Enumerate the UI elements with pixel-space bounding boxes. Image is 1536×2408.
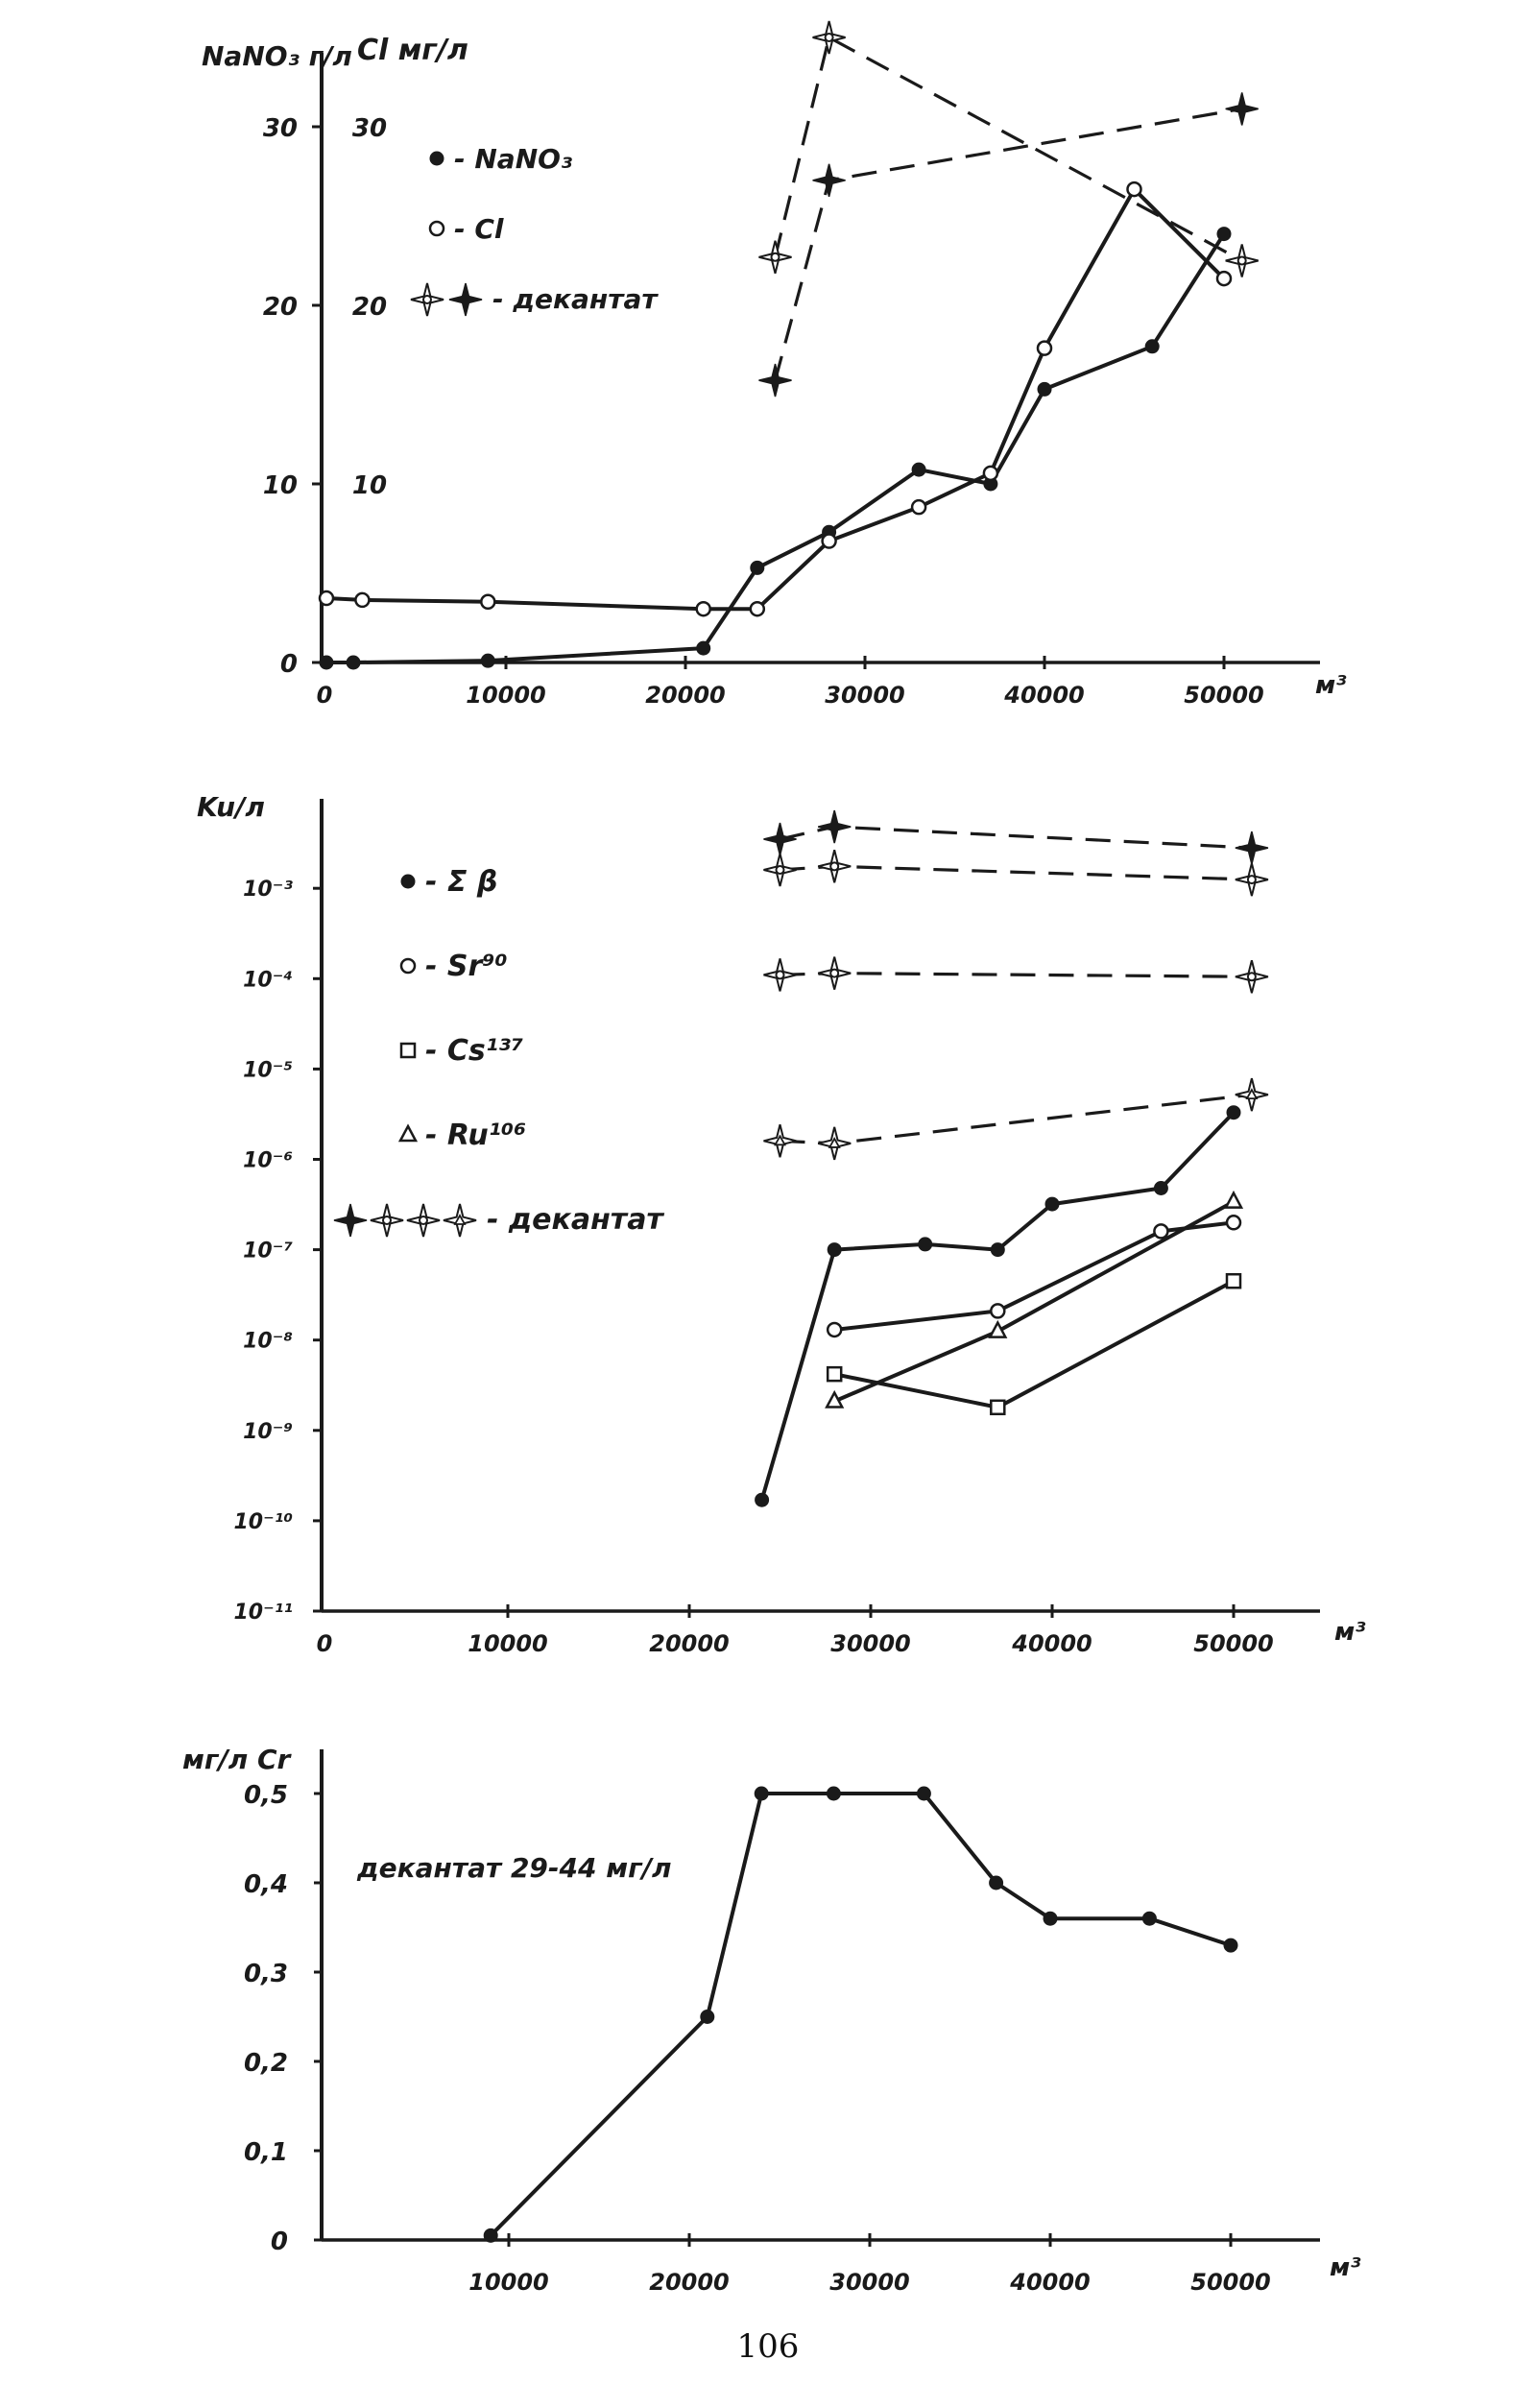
legend-label: - декантат (492, 283, 658, 315)
legend-marker (430, 152, 444, 166)
legend-marker (449, 283, 482, 316)
data-point (1217, 272, 1231, 285)
data-point (813, 164, 846, 197)
y-tick-label: 10 (262, 471, 298, 500)
star-center (777, 971, 784, 978)
x-axis-label: м³ (1315, 671, 1347, 700)
y-tick-label: 10⁻⁶ (243, 1148, 293, 1173)
series-line (780, 866, 1252, 879)
star-center (1248, 876, 1256, 883)
legend-marker (407, 1204, 440, 1237)
data-point (481, 654, 495, 668)
y-tick-label: 30 (262, 114, 298, 143)
y-tick-label: 10⁻⁹ (243, 1419, 293, 1444)
y-tick-label: 0 (270, 2227, 288, 2256)
legend-marker (371, 1204, 403, 1237)
series-line (780, 827, 1252, 848)
star-center (830, 970, 838, 977)
data-point (1227, 1274, 1240, 1288)
data-point (991, 1401, 1004, 1414)
data-point (759, 241, 792, 274)
y-tick-label: 10⁻¹⁰ (233, 1509, 293, 1534)
data-point (828, 1323, 841, 1336)
data-point (320, 656, 334, 670)
legend-marker (401, 959, 415, 973)
data-point (697, 602, 710, 615)
x-axis-label: м³ (1330, 2253, 1361, 2282)
star-center (777, 866, 784, 874)
data-point (750, 561, 764, 575)
chart-nitrate-chloride (202, 21, 1347, 709)
data-point (818, 957, 851, 990)
x-tick-label: 10000 (468, 2269, 549, 2296)
data-point (818, 810, 851, 843)
data-point (917, 1787, 931, 1801)
star-center (420, 1216, 427, 1224)
series-1-6 (764, 957, 1268, 994)
data-point (989, 1876, 1003, 1890)
y-tick-label: 10⁻⁵ (243, 1058, 293, 1083)
series-line (780, 1095, 1252, 1144)
y-tick-label: 10⁻¹¹ (233, 1601, 293, 1625)
x-tick-label: 50000 (1184, 682, 1264, 709)
data-point (813, 21, 846, 54)
legend-label: - Cs¹³⁷ (425, 1034, 524, 1068)
series-1-3 (827, 1193, 1241, 1408)
x-tick-label: 40000 (1012, 1630, 1092, 1657)
x-tick-label: 30000 (825, 682, 905, 709)
data-point (1236, 960, 1268, 993)
x-tick-label: 10000 (468, 1630, 548, 1657)
legend-marker (401, 875, 416, 889)
x-tick-label: 0 (316, 682, 333, 709)
data-point (1226, 245, 1259, 277)
data-point (1227, 1105, 1241, 1120)
y-tick-label: 10⁻³ (243, 878, 293, 903)
data-point (755, 1787, 769, 1801)
data-point (991, 1242, 1005, 1257)
star-center (383, 1216, 391, 1224)
star-center (830, 862, 838, 870)
data-point (764, 958, 797, 991)
data-point (1045, 1197, 1060, 1212)
data-point (764, 854, 797, 886)
star-center (772, 253, 780, 261)
data-point (751, 602, 764, 615)
legend (334, 865, 664, 1237)
data-point (818, 850, 851, 882)
data-point (1128, 182, 1141, 196)
y-tick-label: 0,2 (243, 2049, 288, 2078)
data-point (1236, 1078, 1268, 1111)
y-tick-label: 10⁻⁴ (243, 968, 293, 993)
legend-label: - Σ β (425, 865, 498, 899)
y-tick-label: 10⁻⁷ (243, 1239, 293, 1264)
legend-marker (411, 283, 444, 316)
legend-marker (400, 1126, 416, 1141)
legend-marker (444, 1204, 476, 1237)
series-line (776, 108, 1242, 380)
data-point (1217, 227, 1232, 241)
data-point (484, 2228, 498, 2243)
x-tick-label: 20000 (649, 1630, 730, 1657)
series-1-4 (764, 810, 1268, 864)
data-point (1236, 863, 1268, 896)
legend-label: - Cl (454, 213, 504, 245)
data-point (1044, 1912, 1058, 1926)
data-point (355, 593, 369, 607)
legend-marker (334, 1204, 367, 1237)
x-tick-label: 0 (316, 1630, 333, 1657)
star-center (423, 296, 431, 303)
chart-chromium (182, 1744, 1361, 2296)
data-point (320, 591, 333, 605)
data-point (347, 656, 361, 670)
y-tick-label: 0,3 (243, 1960, 288, 1988)
star-center (826, 34, 833, 41)
data-point (991, 1304, 1004, 1317)
y2-tick-label: 30 (351, 114, 388, 143)
y-axis-label: NaNO₃ г/л (202, 40, 352, 72)
star-center (1238, 257, 1246, 265)
data-point (481, 595, 494, 609)
data-point (828, 1367, 841, 1381)
series-line (834, 1281, 1234, 1408)
data-point (1154, 1224, 1167, 1238)
chart-annotation: декантат 29-44 мг/л (357, 1852, 672, 1884)
data-point (1226, 92, 1259, 125)
y-tick-label: 0,1 (243, 2138, 288, 2167)
y-axis-label: Ku/л (197, 791, 265, 823)
x-tick-label: 30000 (830, 1630, 911, 1657)
legend-label: - NaNO₃ (454, 143, 573, 175)
data-point (1038, 382, 1052, 397)
data-point (827, 1787, 841, 1801)
data-point (700, 2010, 714, 2024)
data-point (818, 1127, 851, 1160)
data-point (828, 1242, 842, 1257)
y2-tick-label: 20 (351, 293, 388, 322)
data-point (984, 467, 997, 480)
data-point (764, 823, 797, 855)
legend-label: - Sr⁹⁰ (425, 950, 508, 983)
legend-label: - Ru¹⁰⁶ (425, 1119, 527, 1152)
legend-label: - декантат (487, 1203, 663, 1237)
data-point (1154, 1181, 1168, 1195)
legend (411, 143, 659, 316)
data-point (1236, 831, 1268, 864)
x-tick-label: 50000 (1193, 1630, 1274, 1657)
y-tick-label: 0 (279, 650, 298, 679)
data-point (696, 641, 710, 656)
star-center (1248, 973, 1256, 980)
y2-tick-label: 10 (351, 471, 388, 500)
data-point (912, 500, 925, 514)
data-point (912, 463, 926, 477)
series-1-7 (764, 1078, 1268, 1160)
x-tick-label: 10000 (466, 682, 546, 709)
data-point (1145, 339, 1160, 353)
data-point (1227, 1216, 1240, 1229)
data-point (755, 1493, 769, 1507)
x-tick-label: 50000 (1190, 2269, 1271, 2296)
legend-marker (401, 1044, 415, 1057)
x-axis-label: м³ (1334, 1618, 1366, 1647)
y-axis-label: мг/л Cr (182, 1744, 291, 1775)
data-point (823, 535, 836, 548)
data-point (918, 1237, 932, 1251)
x-tick-label: 40000 (1004, 682, 1085, 709)
data-point (1142, 1912, 1157, 1926)
series-1-5 (764, 850, 1268, 896)
data-point (1224, 1938, 1238, 1953)
y-tick-label: 0,4 (243, 1870, 288, 1899)
y2-axis-label: Cl мг/л (357, 34, 468, 67)
legend-marker (430, 222, 444, 235)
data-point (764, 1124, 797, 1157)
data-point (759, 364, 792, 397)
data-point (1038, 342, 1051, 355)
series-0-3 (759, 92, 1259, 397)
x-tick-label: 30000 (829, 2269, 910, 2296)
y-tick-label: 10⁻⁸ (243, 1329, 293, 1354)
x-tick-label: 40000 (1010, 2269, 1091, 2296)
x-tick-label: 20000 (649, 2269, 730, 2296)
x-tick-label: 20000 (645, 682, 726, 709)
y-tick-label: 20 (262, 293, 298, 322)
page-number: 106 (736, 2327, 800, 2366)
chart-radioactivity (197, 791, 1366, 1657)
y-tick-label: 0,5 (243, 1781, 288, 1810)
data-point (1226, 1193, 1241, 1208)
